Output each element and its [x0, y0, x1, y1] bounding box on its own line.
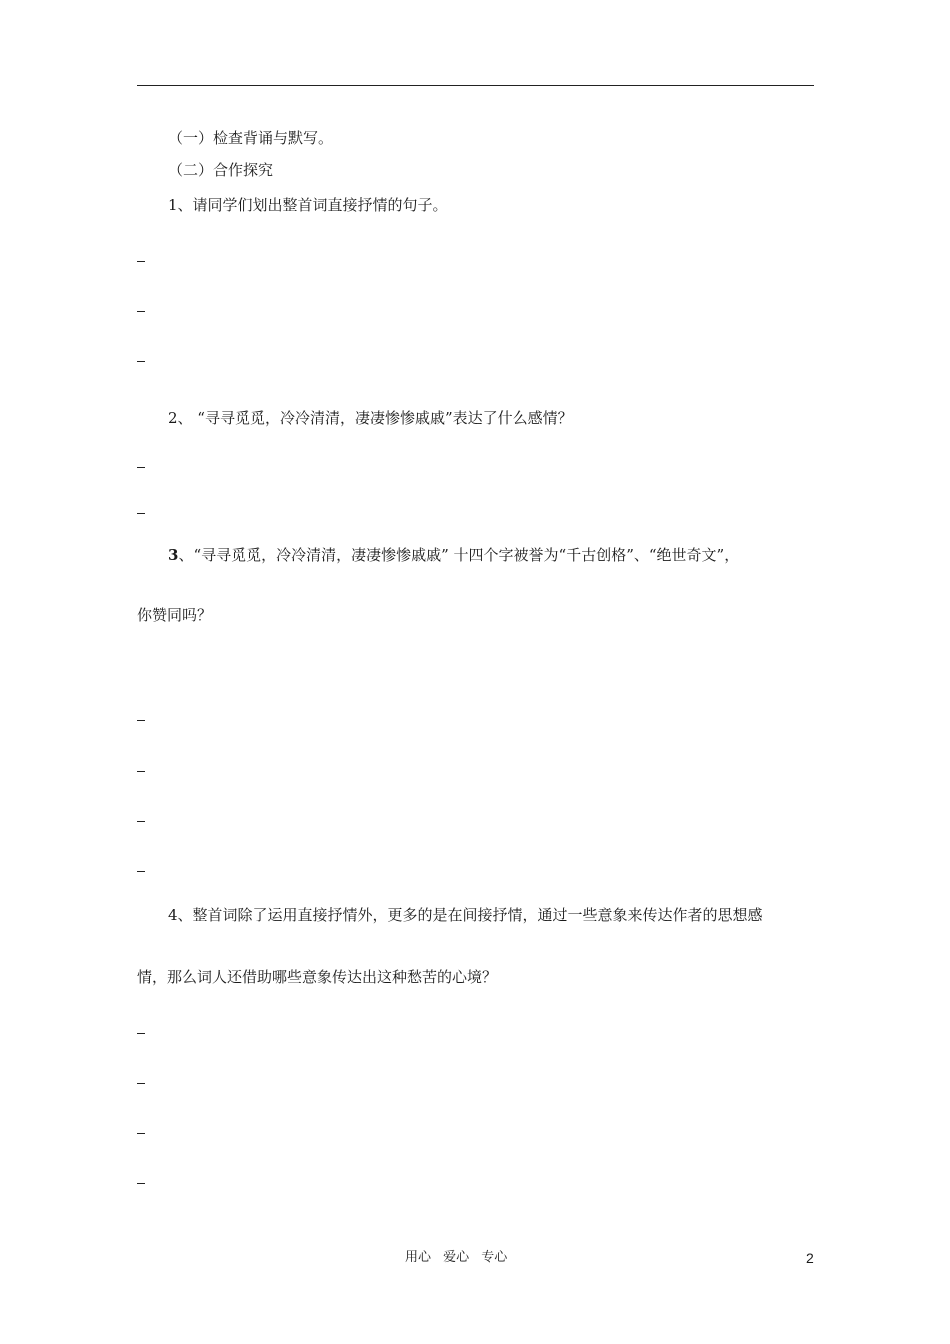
answer-blank: [137, 871, 145, 872]
answer-blank: [137, 1133, 145, 1134]
question-2: 2、 “寻寻觅觅，冷冷清清，凄凄惨惨戚戚”表达了什么感情？: [168, 409, 573, 427]
answer-blank: [137, 311, 145, 312]
answer-blank: [137, 467, 145, 468]
answer-blank: [137, 1083, 145, 1084]
question-3-text: 、“寻寻觅觅，冷冷清清，凄凄惨惨戚戚” 十四个字被誉为“千古创格”、“绝世奇文”，: [178, 546, 740, 564]
answer-blank: [137, 1183, 145, 1184]
question-3-line-1: [168, 545, 739, 565]
answer-blank: [137, 261, 145, 262]
answer-blank: [137, 720, 145, 721]
page-number: 2: [806, 1250, 814, 1266]
answer-blank: [137, 771, 145, 772]
answer-blank: [137, 513, 145, 514]
header-rule: [137, 85, 814, 86]
answer-blank: [137, 1033, 145, 1034]
answer-blank: [137, 361, 145, 362]
footer-motto: 用心 爱心 专心: [405, 1250, 508, 1265]
question-4-line-1: 4、整首词除了运用直接抒情外，更多的是在间接抒情，通过一些意象来传达作者的思想感: [168, 906, 763, 924]
question-4-line-2: 情，那么词人还借助哪些意象传达出这种愁苦的心境？: [137, 968, 498, 986]
answer-blank: [137, 821, 145, 822]
question-3-line-2: 你赞同吗？: [137, 606, 213, 624]
question-3-number: 3: [168, 546, 179, 564]
section-cooperative-inquiry: （二）合作探究: [168, 161, 274, 179]
question-1: 1、请同学们划出整首词直接抒情的句子。: [168, 196, 448, 214]
section-check-recitation: （一）检查背诵与默写。: [168, 129, 334, 147]
